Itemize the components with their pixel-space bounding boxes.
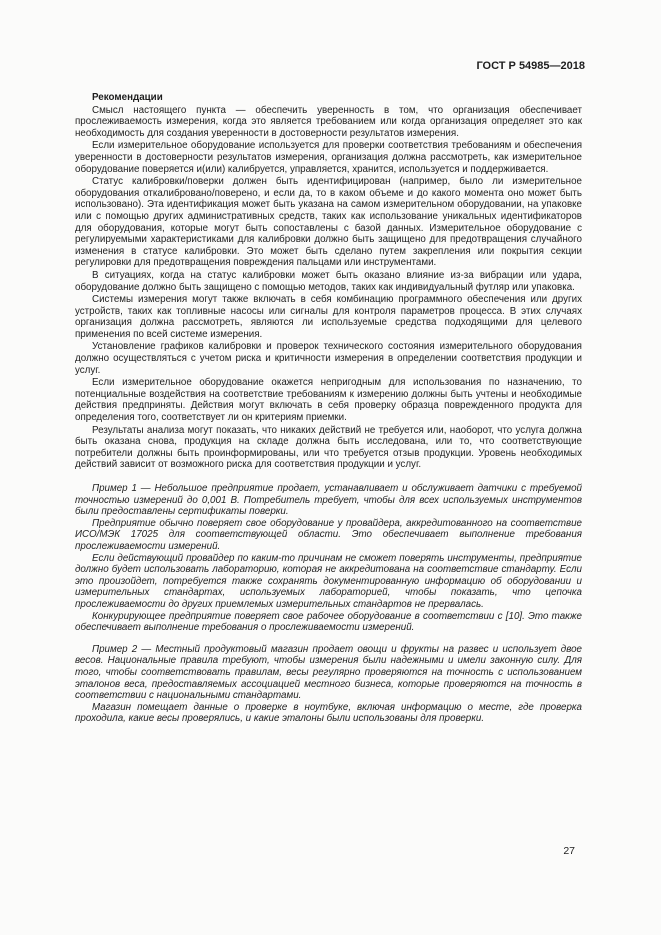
example-paragraph: Магазин помещает данные о проверке в ноутбуке, включая информацию о месте, где проверка проходила, какие весы проверялись, и какие эталоны были использованы для проверки. xyxy=(75,701,582,725)
section-heading: Рекомендации xyxy=(92,92,163,103)
example-2 xyxy=(75,644,582,725)
examples xyxy=(75,483,582,725)
example-paragraph: Конкурирующее предприятие поверяет свое рабочее оборудование в соответствии с [10]. Это также обеспечивает выполнение требования о прослеживаемости измерений. xyxy=(75,610,582,634)
page-number: 27 xyxy=(563,845,575,857)
paragraph: Если измерительное оборудование окажется непригодным для использования по назначению, то потенциальные воздействия на соответствие требованиям к измерению должны быть учтены и необходимые действия предприняты. Действия могут включать в себя проверку образца поврежденного продукта для определения того, соответствует ли он критериям приемки. xyxy=(75,377,582,424)
example-paragraph: Если действующий провайдер по каким-то причинам не сможет поверять инструменты, предприятие должно будет использовать лабораторию, которая не аккредитована на соответствие стандарту. Если это произойдет, потребуется также сохранять документированную информацию об оборудовании и измерительных стандартах, используемых лабораторией, чтобы показать, что цепочка прослеживаемости до других приемлемых измерительных стандартов не прервалась. xyxy=(75,552,582,610)
paragraph: Если измерительное оборудование используется для проверки соответствия требованиям и обеспечения уверенности в достоверности результатов измерения, организация должна рассмотреть, как измерительное оборудование поверяется и(или) калибруется, управляется, хранится, используется и поддерживается. xyxy=(75,140,582,175)
example-paragraph: Пример 1 — Небольшое предприятие продает, устанавливает и обслуживает датчики с требуемой точностью измерений до 0,001 В. Потребитель требует, чтобы для всех используемых инструментов были предоставлены сертификаты поверки. xyxy=(75,483,582,518)
paragraph: Установление графиков калибровки и проверок технического состояния измерительного оборудования должно осуществляться с учетом риска и критичности измерения в определении соответствия продукции и услуг. xyxy=(75,341,582,376)
paragraph: Смысл настоящего пункта — обеспечить уверенность в том, что организация обеспечивает прослеживаемость измерения, когда это является требованием или когда организация определяет это как необходимость для создания уверенности в достоверности результатов измерения. xyxy=(75,104,582,139)
paragraph: Системы измерения могут также включать в себя комбинацию программного обеспечения или других устройств, таких как топливные насосы или сигналы для контроля параметров процесса. В этих случаях организация должна рассмотреть, являются ли используемые средства подходящими для целевого применения по всей системе измерения. xyxy=(75,294,582,340)
paragraph: Результаты анализа могут показать, что никаких действий не требуется или, наоборот, что услуга должна быть оказана снова, продукция на складе должна быть исследована, или то, что соответствующие потребители должны быть проинформированы, или что требуется отзыв продукции. Уровень необходимых действий зависит от возможного риска для соответствия продукции и услуг. xyxy=(75,424,582,471)
document-id: ГОСТ Р 54985—2018 xyxy=(476,60,585,72)
page-content xyxy=(75,92,582,735)
example-1 xyxy=(75,483,582,634)
example-paragraph: Предприятие обычно поверяет свое оборудование у провайдера, аккредитованного на соответствие ИСО/МЭК 17025 для соответствующей области. Это обеспечивает выполнение требования прослеживаемости измерений. xyxy=(75,517,582,552)
example-paragraph: Пример 2 — Местный продуктовый магазин продает овощи и фрукты на развес и использует двое весов. Национальные правила требуют, чтобы измерения были надежными и имели законную силу. Для того, чтобы соответствовать правилам, весы регулярно проверяются на точность с использованием эталонов веса, предоставляемых ассоциацией местного бизнеса, которые проверяются на точность в соответствии с национальными стандартами. xyxy=(75,643,582,702)
paragraph: В ситуациях, когда на статус калибровки может быть оказано влияние из-за вибрации или удара, оборудование должно быть защищено с помощью методов, таких как индивидуальный футляр или упаковка. xyxy=(75,269,582,293)
paragraph: Статус калибровки/поверки должен быть идентифицирован (например, было ли измерительное оборудования откалибровано/поверено, и если да, то в каком объеме и до какого момента оно может быть использовано). Эта идентификация может быть указана на самом измерительном оборудовании, на упаковке или с помощью других административных средств, таких как использование уникальных идентификаторов для оборудования, которые могут быть сопоставлены с базой данных. Измерительное оборудование с регулируемыми характеристиками для калибровки должно быть защищено для предотвращения случайного изменения в статусе калибровки. Это может быть сделано путем закрепления или покрытия секции регулировки для предотвращения повреждения пальцами или инструментами. xyxy=(75,176,582,269)
